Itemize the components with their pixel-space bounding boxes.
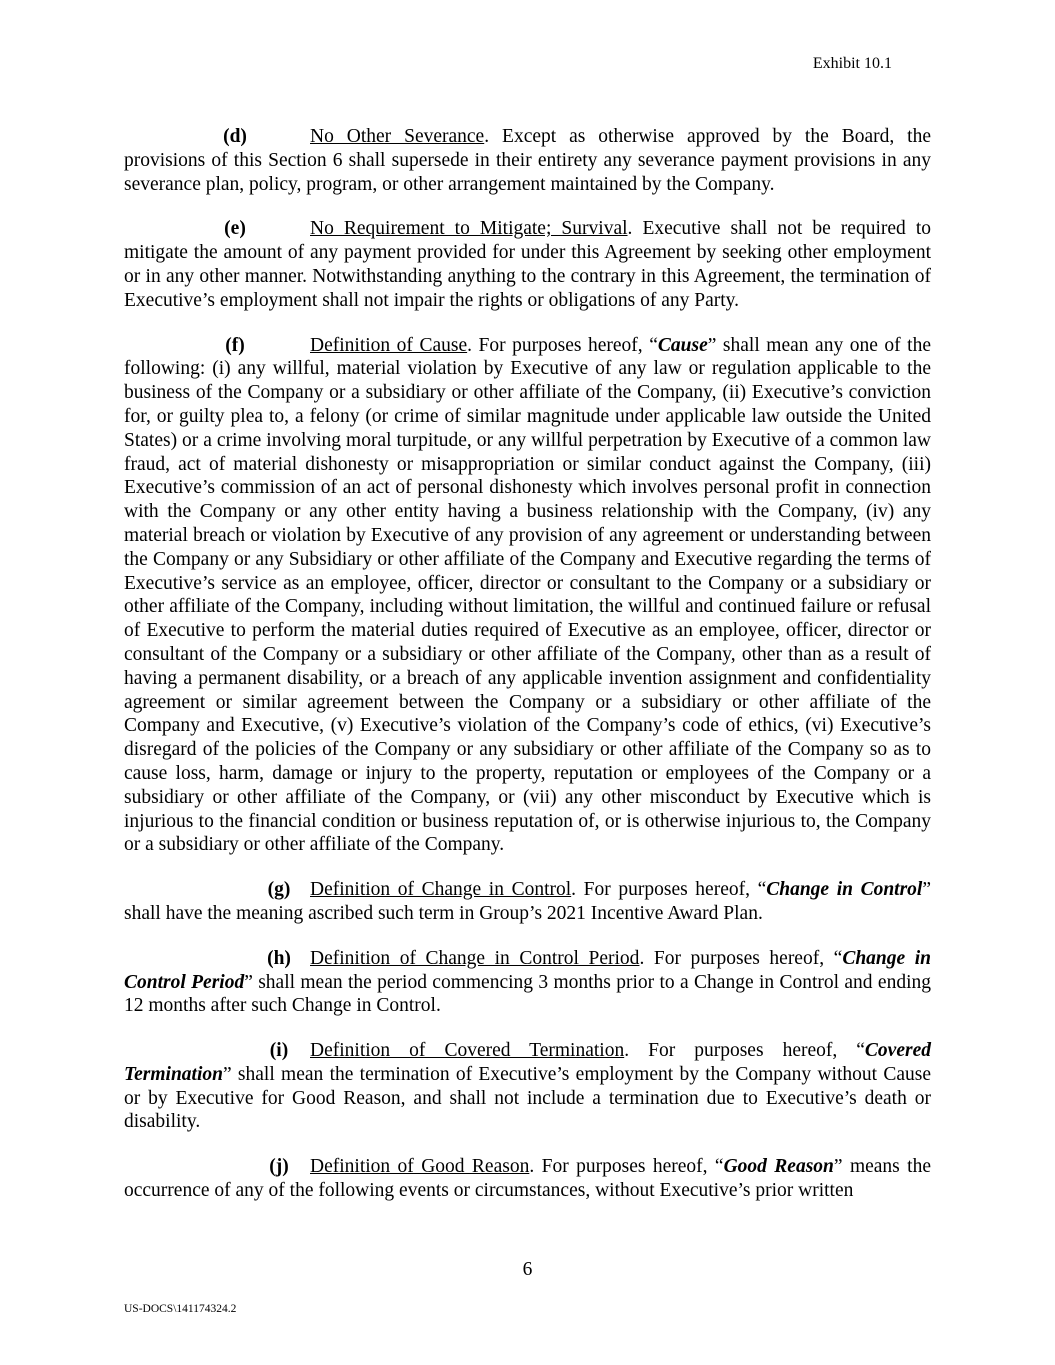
exhibit-label: Exhibit 10.1 — [812, 55, 892, 72]
section-label: (g) — [267, 879, 291, 901]
defined-term: Change in Control Period — [124, 947, 931, 993]
defined-term: Change in Control — [766, 879, 923, 901]
section-d — [124, 125, 931, 196]
section-label: (i) — [269, 1040, 289, 1062]
defined-term: Cause — [657, 334, 708, 356]
section-f — [124, 334, 931, 858]
section-label: (j) — [269, 1156, 289, 1178]
section-label: (d) — [223, 126, 247, 147]
section-heading: Definition of Good Reason — [310, 1156, 530, 1178]
section-text-after: ” shall mean the period commencing 3 months prior to a Change in Control and ending 12 months after such Change in Control. — [124, 971, 931, 1017]
section-e — [124, 217, 931, 312]
section-heading: No Other Severance — [310, 126, 485, 147]
section-heading: Definition of Covered Termination — [310, 1040, 625, 1062]
section-j — [124, 1155, 931, 1203]
section-text-after: ” shall mean any one of the following: (i) any willful, material violation by Executive of any law or regulation applicable to the business of the Company or a subsidiary or other affiliate of the Company, (ii) Executive’s conviction for, or guilty plea to, a felony (or crime of similar magnitude under applicable law outside the United States) or a crime involving moral turpitude, or any willful perpetration by Executive of a common law fraud, act of material dishonesty or misappropriation or similar conduct against the Company, (iii) Executive’s commission of an act of personal dishonesty which involves personal profit in connection with the Company or any other entity having a business relationship with the Company, (iv) any material breach or violation by Executive of any provision of any agreement or understanding between the Company or any Subsidiary or other affiliate of the Company and Executive regarding the terms of Executive’s service as an employee, officer, director or consultant to the Company or a subsidiary or other affiliate of the Company, including without limitation, the willful and continued failure or refusal of Executive to perform the material duties required of Executive as an employee, officer, director or consultant of the Company or a subsidiary or other affiliate of the Company, other than as a result of having a permanent disability, or a breach of any applicable invention assignment and confidentiality agreement or similar agreement between the Company or a subsidiary or other affiliate of the Company and Executive, (v) Executive’s violation of the Company’s code of ethics, (vi) Executive’s disregard of the policies of the Company or any subsidiary or other affiliate of the Company so as to cause loss, harm, damage or injury to the property, reputation or employees of the Company or a subsidiary or other affiliate of the Company, or (vii) any other misconduct by Executive which is injurious to the financial condition or business reputation of, or is otherwise injurious to, the Company or a subsidiary or other affiliate of the Company. — [124, 334, 932, 856]
document-id: US-DOCS\141174324.2 — [124, 1303, 237, 1315]
section-heading: Definition of Change in Control Period — [310, 947, 640, 969]
document-body — [124, 125, 931, 1224]
section-text-before: . For purposes hereof, “ — [624, 1040, 865, 1062]
section-heading: Definition of Cause — [310, 334, 468, 356]
section-text-after: ” shall have the meaning ascribed such term in Group’s 2021 Incentive Award Plan. — [124, 879, 932, 924]
section-label: (h) — [267, 947, 291, 969]
defined-term: Covered Termination — [124, 1040, 931, 1085]
section-label: (e) — [224, 218, 246, 240]
section-text: . Except as otherwise approved by the Board, the provisions of this Section 6 shall supersede in their entirety any severance payment provisions in any severance plan, policy, program, or other arrangement maintained by the Company. — [124, 126, 931, 195]
section-text-before: . For purposes hereof, “ — [467, 334, 658, 356]
section-text-before: . For purposes hereof, “ — [639, 947, 843, 969]
defined-term: Good Reason — [723, 1156, 834, 1178]
section-label: (f) — [225, 334, 245, 356]
section-i — [124, 1039, 931, 1134]
section-text-before: . For purposes hereof, “ — [529, 1156, 724, 1178]
section-h — [124, 947, 931, 1018]
section-text-after: ” shall mean the termination of Executive’s employment by the Company without Cause or by Executive for Good Reason, and shall not include a termination due to Executive’s death or disability. — [124, 1063, 931, 1133]
page-number: 6 — [522, 1259, 533, 1280]
section-heading: No Requirement to Mitigate; Survival — [310, 218, 628, 240]
section-g — [124, 878, 931, 926]
section-text-before: . For purposes hereof, “ — [571, 879, 767, 901]
section-heading: Definition of Change in Control — [310, 879, 572, 901]
section-text: . Executive shall not be required to mitigate the amount of any payment provided for under this Agreement by seeking other employment or in any other manner. Notwithstanding anything to the contrary in this Agreement, the termination of Executive’s employment shall not impair the rights or obligations of any Party. — [124, 218, 931, 311]
section-text-after: ” means the occurrence of any of the following events or circumstances, without Executive’s prior written — [124, 1156, 931, 1202]
